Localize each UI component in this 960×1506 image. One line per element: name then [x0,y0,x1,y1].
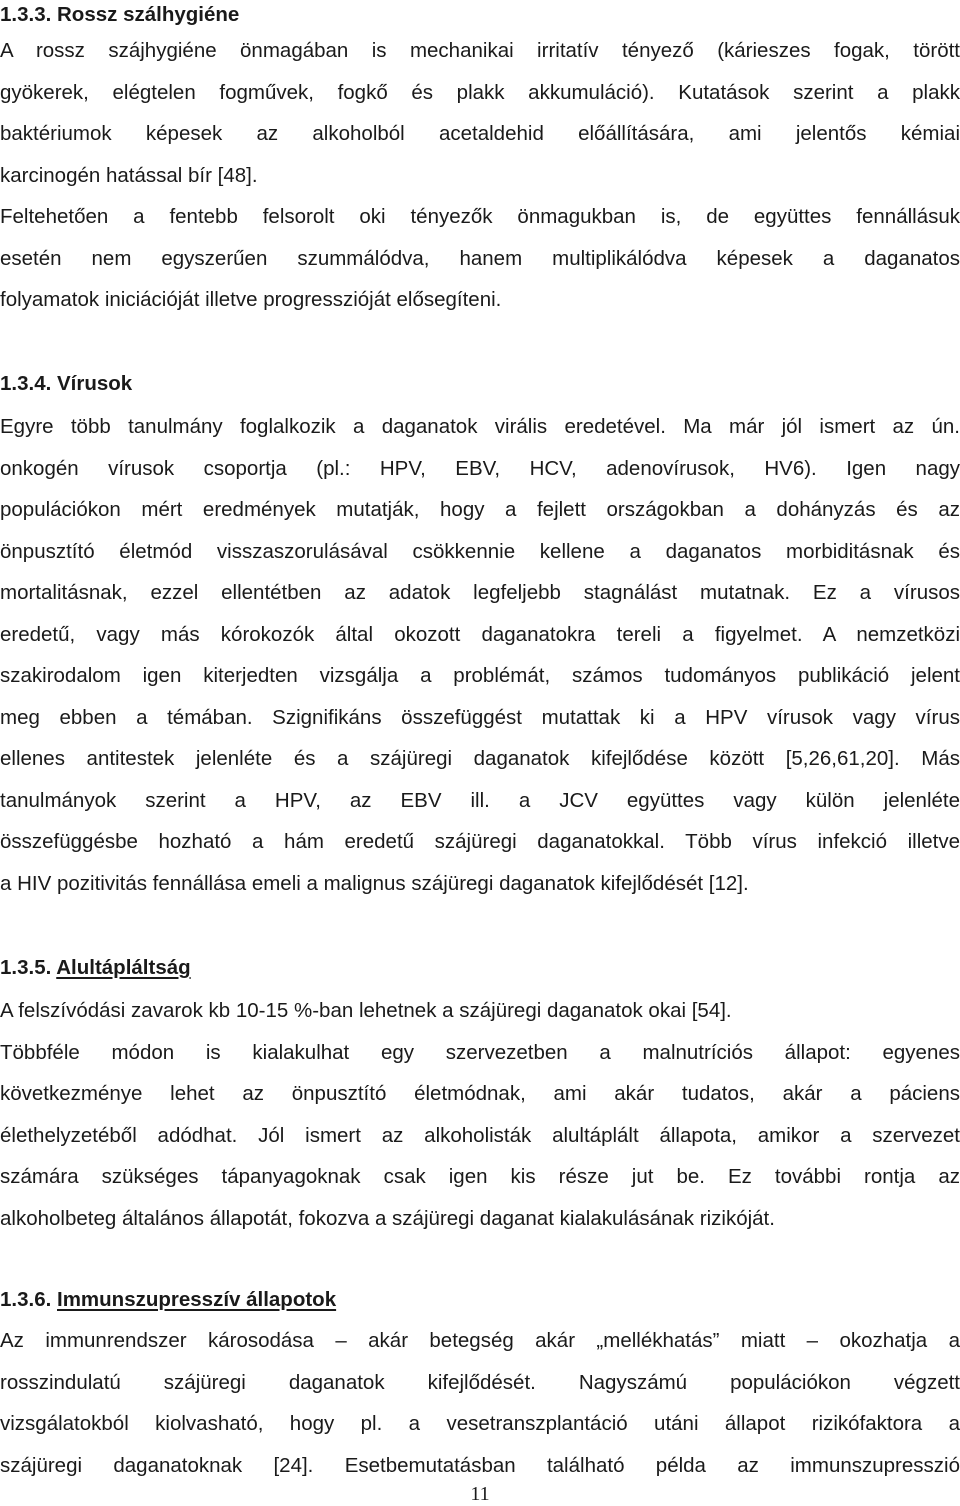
section-title: Rossz szálhygiéne [57,3,240,26]
paragraph-line: következménye lehet az önpusztító életmódnak, ami akár tudatos, akár a páciens [0,1082,960,1105]
paragraph-line: szájüregi daganatoknak [24]. Esetbemutatásban található példa az immunszupresszió [0,1453,960,1477]
paragraph-line: meg ebben a témában. Szignifikáns összefüggést mutattak ki a HPV vírusok vagy vírus [0,705,960,729]
section-title: Immunszupresszív állapotok [57,1288,337,1311]
paragraph-line: A felszívódási zavarok kb 10-15 %-ban lehetnek a szájüregi daganatok okai [54]. [0,999,732,1022]
paragraph-line: Többféle módon is kialakulhat egy szervezetben a malnutríciós állapot: egyenes [0,1040,960,1064]
section-title: Vírusok [57,372,133,395]
paragraph-line: szakirodalom igen kiterjedten vizsgálja a problémát, számos tudományos publikáció jelent [0,664,960,687]
paragraph-line: karcinogén hatással bír [48]. [0,163,258,187]
section-number: 1.3.6. [0,1288,52,1311]
paragraph-line: élethelyzetéből adódhat. Jól ismert az alkoholisták alultáplált állapota, amikor a szervezet [0,1123,960,1147]
paragraph-line: tanulmányok szerint a HPV, az EBV ill. a JCV együttes vagy külön jelenléte [0,788,960,812]
section-body [0,990,960,1239]
paragraph-line: számára szükséges tápanyagoknak csak igen kis része jut be. Ez további rontja az [0,1165,960,1188]
section-title: Alultápláltság [56,956,191,979]
paragraph-line: önpusztító életmód visszaszorulásával csökkennie kellene a daganatos morbiditásnak és [0,539,960,563]
paragraph-line: mortalitásnak, ezzel ellentétben az adatok legfeljebb stagnálást mutatnak. Ez a vírusos [0,581,960,604]
section-number: 1.3.3. [0,3,52,26]
section-heading [0,0,960,30]
paragraph-line: folyamatok iniciációját illetve progresszióját elősegíteni. [0,288,502,311]
paragraph-line: rosszindulatú szájüregi daganatok kifejlődését. Nagyszámú populációkon végzett [0,1370,960,1394]
section-number: 1.3.4. [0,372,52,395]
paragraph-line: baktériumok képesek az alkoholból acetaldehid előállítására, ami jelentős kémiai [0,122,960,145]
paragraph-line: Az immunrendszer károsodása – akár betegség akár „mellékhatás” miatt – okozhatja a [0,1329,960,1352]
paragraph-line: esetén nem egyszerűen szummálódva, hanem multiplikálódva képesek a daganatos [0,246,960,270]
section-1-3-3 [0,0,960,311]
section-heading [0,369,960,399]
paragraph-line: a HIV pozitivitás fennállása emeli a malignus szájüregi daganatok kifejlődését [12]. [0,871,749,895]
section-body [0,406,960,904]
section-heading [0,953,960,983]
section-heading [0,1285,960,1315]
paragraph-line: alkoholbeteg általános állapotát, fokozva a szájüregi daganat kialakulásának rizikóját. [0,1206,775,1230]
section-1-3-4 [0,369,960,895]
paragraph-line: Feltehetően a fentebb felsorolt oki tényezők önmagukban is, de együttes fennállásuk [0,205,960,228]
page-number: 11 [470,1483,490,1505]
section-number: 1.3.5. [0,956,52,979]
paragraph-line: ellenes antitestek jelenléte és a szájüregi daganatok kifejlődése között [5,26,61,20]. Más [0,747,960,770]
paragraph-line: gyökerek, elégtelen fogművek, fogkő és plakk akkumuláció). Kutatások szerint a plakk [0,80,960,104]
paragraph-line: onkogén vírusok csoportja (pl.: HPV, EBV, HCV, adenovírusok, HV6). Igen nagy [0,456,960,480]
paragraph-line: A rossz szájhygiéne önmagában is mechanikai irritatív tényező (kárieszes fogak, törött [0,39,960,62]
paragraph-line: összefüggésbe hozható a hám eredetű szájüregi daganatokkal. Több vírus infekció illetve [0,830,960,853]
section-1-3-5 [0,953,960,1230]
paragraph-line: vizsgálatokból kiolvasható, hogy pl. a vesetranszplantáció utáni állapot rizikófaktora a [0,1412,960,1435]
section-body [0,1320,960,1486]
paragraph-line: populációkon mért eredmények mutatják, hogy a fejlett országokban a dohányzás és az [0,498,960,521]
paragraph-line: Egyre több tanulmány foglalkozik a daganatok virális eredetével. Ma már jól ismert az ún. [0,415,960,438]
paragraph-line: eredetű, vagy más kórokozók által okozott daganatokra tereli a figyelmet. A nemzetközi [0,622,960,646]
section-body [0,30,960,321]
section-1-3-6 [0,1285,960,1477]
